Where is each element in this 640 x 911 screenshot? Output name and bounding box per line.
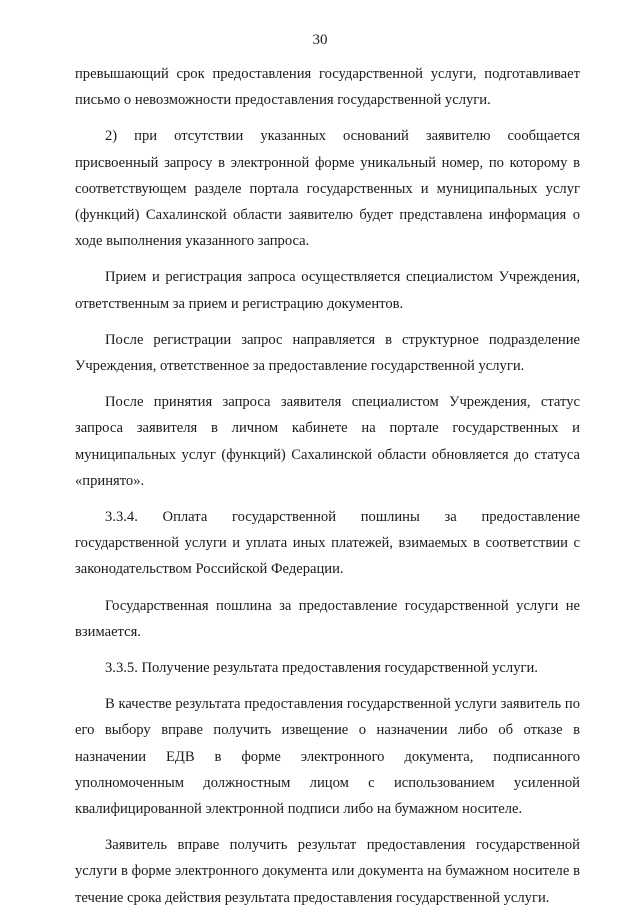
document-body [75,61,580,911]
section-heading-3-3-5: 3.3.5. Получение результата предоставления государственной услуги. [105,660,538,677]
paragraph-result-format: Заявитель вправе получить результат предоставления государственной услуги в форме электронного документа или документа на бумажном носителе в течение срока действия результата предоставления государственной услуги. [75,837,580,906]
section-heading-3-3-4: 3.3.4. Оплата государственной пошлины за предоставление государственной услуги и уплата иных платежей, взимаемых в соответствии с законодательством Российской Федерации. [75,509,580,578]
paragraph-continuation: превышающий срок предоставления государственной услуги, подготавливает письмо о невозможности предоставления государственной услуги. [75,66,580,109]
paragraph-routing: После регистрации запрос направляется в структурное подразделение Учреждения, ответственное за предоставление государственной услуги. [75,331,580,375]
paragraph-result: В качестве результата предоставления государственной услуги заявитель по его выбору вправе получить извещение о назначении либо об отказе в назначении ЕДВ в форме электронного документа, подписанного уполномоченным должностным лицом с использованием усиленной квалифицированной электронной подписи либо на бумажном носителе. [75,696,580,818]
paragraph-fee: Государственная пошлина за предоставление государственной услуги не взимается. [75,597,580,640]
paragraph-item-2: 2) при отсутствии указанных оснований заявителю сообщается присвоенный запросу в электронной форме уникальный номер, по которому в соответствующем разделе портала государственных и муниципальных услуг (функций) Сахалинской области заявителю будет представлена информация о ходе выполнения указанного запроса. [75,128,580,250]
paragraph-registration: Прием и регистрация запроса осуществляется специалистом Учреждения, ответственным за прием и регистрацию документов. [75,269,580,312]
page-number: 30 [312,32,328,48]
paragraph-status: После принятия запроса заявителя специалистом Учреждения, статус запроса заявителя в личном кабинете на портале государственных и муниципальных услуг (функций) Сахалинской области обновляется до статуса «принято». [75,394,580,489]
